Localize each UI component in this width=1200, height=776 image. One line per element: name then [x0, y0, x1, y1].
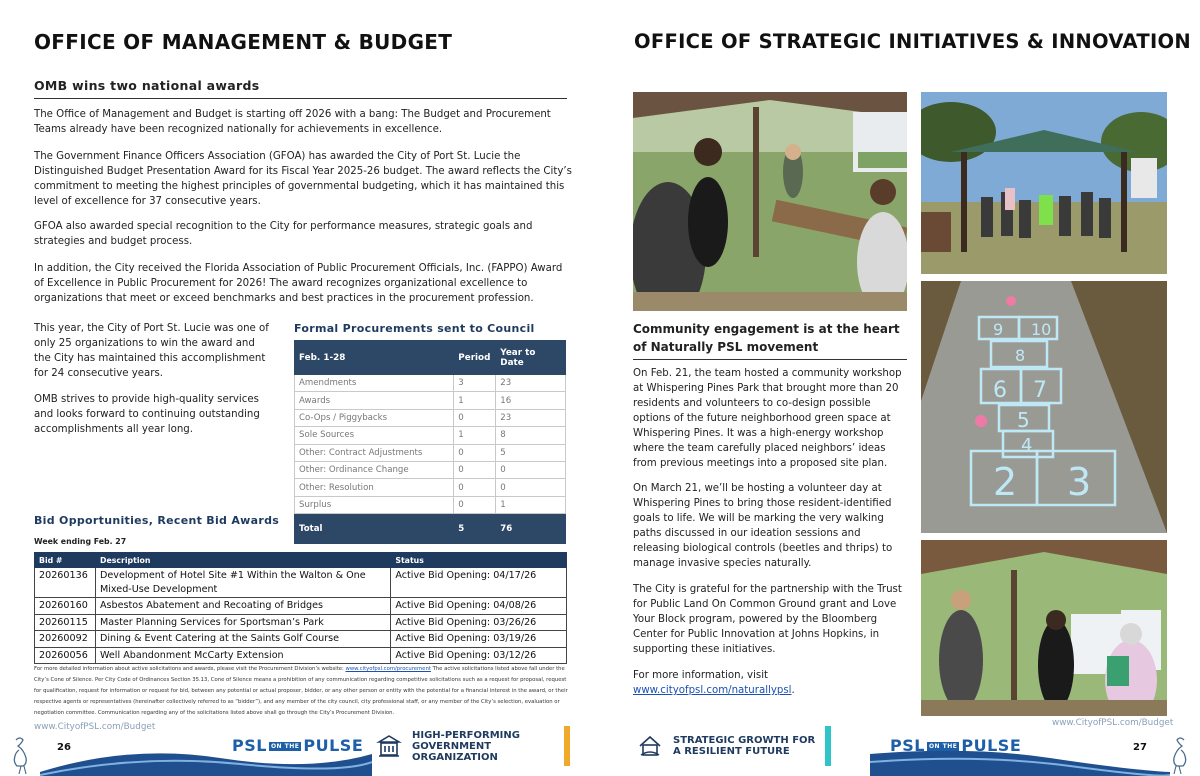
- table-cell: Active Bid Opening: 04/08/26: [391, 598, 567, 615]
- article-heading: OMB wins two national awards: [34, 78, 567, 99]
- table-header: Bid #: [35, 553, 96, 568]
- bids-title: Bid Opportunities, Recent Bid Awards: [34, 514, 280, 527]
- heron-icon: [1162, 734, 1192, 774]
- table-cell: Development of Hotel Site #1 Within the Walton & One Mixed-Use Development: [95, 568, 390, 598]
- table-cell: 5: [496, 444, 566, 461]
- table-cell: 20260056: [35, 647, 96, 664]
- table-row: [295, 496, 566, 513]
- hpgo-badge: [372, 726, 570, 766]
- table-cell: Co-Ops / Piggybacks: [295, 409, 454, 426]
- table-cell: Active Bid Opening: 03/26/26: [391, 614, 567, 631]
- article-heading: Community engagement is at the heart of Naturally PSL movement: [633, 320, 907, 360]
- table-cell: 20260136: [35, 568, 96, 598]
- naturallypsl-link[interactable]: www.cityofpsl.com/naturallypsl: [633, 685, 792, 696]
- table-header: Feb. 1-28: [295, 341, 454, 375]
- table-row: [35, 614, 567, 631]
- procurements-table: [294, 340, 566, 544]
- fine-print-text: For more detailed information about active solicitations and awards, please visit the Procurement Division’s website:: [34, 666, 346, 672]
- table-cell: 1: [454, 427, 496, 444]
- table-header: Year to Date: [496, 341, 566, 375]
- right-page: [600, 0, 1200, 776]
- more-info-text: For more information, visit: [633, 670, 769, 681]
- table-cell: 5: [454, 514, 496, 544]
- side-paragraph: OMB strives to provide high-quality services and looks forward to continuing outstanding accomplishments all year long.: [34, 394, 260, 435]
- table-cell: 0: [496, 461, 566, 478]
- paragraph: In addition, the City received the Florida Association of Public Procurement Officials, Inc. (FAPPO) Award of Excellence in Public Procurement for 2026! The award recognizes organizational excellence to organizations that meet or exceed benchmarks and best practices in the procurement profession.: [34, 263, 563, 304]
- paragraph: The City is grateful for the partnership with the Trust for Public Land On Common Ground grant and Love Your Block program, powered by the Bloomberg Center for Public Innovation at Johns Hopkins, in supporting these initiatives.: [633, 584, 902, 655]
- procurements-title: Formal Procurements sent to Council: [294, 322, 535, 335]
- table-cell: Active Bid Opening: 04/17/26: [391, 568, 567, 598]
- more-info: [633, 668, 909, 698]
- strategic-growth-badge: [633, 726, 831, 766]
- table-cell: Sole Sources: [295, 427, 454, 444]
- table-cell: 23: [496, 409, 566, 426]
- svg-text:5: 5: [1017, 408, 1030, 432]
- table-cell: 8: [496, 427, 566, 444]
- heron-icon: [8, 734, 38, 774]
- table-row: [295, 444, 566, 461]
- table-row: [35, 647, 567, 664]
- table-row: [35, 568, 567, 598]
- table-cell: 0: [454, 409, 496, 426]
- svg-text:2: 2: [993, 460, 1018, 504]
- svg-text:3: 3: [1067, 460, 1092, 504]
- table-header: Status: [391, 553, 567, 568]
- section-title: OFFICE OF STRATEGIC INITIATIVES & INNOVATION: [634, 30, 1192, 53]
- table-header: Description: [95, 553, 390, 568]
- table-cell: Total: [295, 514, 454, 544]
- svg-text:6: 6: [993, 378, 1007, 403]
- table-cell: Amendments: [295, 375, 454, 392]
- svg-text:4: 4: [1021, 435, 1033, 456]
- svg-text:7: 7: [1033, 378, 1047, 403]
- table-row: [35, 631, 567, 648]
- building-icon: [372, 726, 406, 766]
- table-cell: 0: [454, 479, 496, 496]
- paragraph: GFOA also awarded special recognition to the City for performance measures, strategic goals and strategies and budget process.: [34, 221, 533, 247]
- svg-text:8: 8: [1015, 346, 1026, 365]
- workshop-photo: [633, 92, 907, 311]
- page-number: 26: [57, 742, 71, 753]
- presentation-photo: [921, 540, 1167, 716]
- paragraph: On Feb. 21, the team hosted a community workshop at Whispering Pines Park that brought more than 20 residents and volunteers to co-design possible options of the future neighborhood green space at Whispering Pines. It was a high-energy workshop where the team carefully placed neighbors’ ideas from previous meetings into a proposed site plan.: [633, 368, 902, 469]
- table-row: [295, 392, 566, 409]
- table-cell: Other: Contract Adjustments: [295, 444, 454, 461]
- table-header: Period: [454, 341, 496, 375]
- table-row: [295, 479, 566, 496]
- section-title: OFFICE OF MANAGEMENT & BUDGET: [34, 30, 453, 54]
- side-paragraph: This year, the City of Port St. Lucie was one of only 25 organizations to win the award and the City has maintained this accomplishment for 24 consecutive years.: [34, 323, 269, 379]
- table-cell: 0: [454, 461, 496, 478]
- table-cell: 76: [496, 514, 566, 544]
- table-cell: Other: Ordinance Change: [295, 461, 454, 478]
- table-cell: Other: Resolution: [295, 479, 454, 496]
- hopscotch-photo: [921, 281, 1167, 533]
- table-cell: 0: [496, 479, 566, 496]
- table-cell: 23: [496, 375, 566, 392]
- table-cell: Active Bid Opening: 03/12/26: [391, 647, 567, 664]
- paragraph: The Office of Management and Budget is starting off 2026 with a bang: The Budget and Procurement Teams already have been recognized nationally for achievements in excellence.: [34, 109, 551, 135]
- svg-text:10: 10: [1031, 320, 1052, 339]
- link-suffix: .: [791, 685, 795, 696]
- procurement-link[interactable]: www.cityofpsl.com/procurement: [345, 666, 431, 672]
- table-row: [295, 461, 566, 478]
- table-cell: 0: [454, 496, 496, 513]
- table-total-row: [295, 514, 566, 544]
- table-cell: 20260115: [35, 614, 96, 631]
- gazebo-photo: [921, 92, 1167, 274]
- table-cell: Dining & Event Catering at the Saints Golf Course: [95, 631, 390, 648]
- table-cell: 16: [496, 392, 566, 409]
- paragraph: The Government Finance Officers Association (GFOA) has awarded the City of Port St. Lucie the Distinguished Budget Presentation Award for its Fiscal Year 2025-26 budget. The award reflects the City’s commitment to meeting the highest principles of governmental budgeting, which it has maintained this level of excellence for 37 consecutive years.: [34, 151, 572, 207]
- table-cell: Well Abandonment McCarty Extension: [95, 647, 390, 664]
- table-cell: Awards: [295, 392, 454, 409]
- house-icon: [633, 726, 667, 766]
- table-cell: 0: [454, 444, 496, 461]
- svg-text:9: 9: [993, 320, 1004, 339]
- site-url[interactable]: www.CityofPSL.com/Budget: [1052, 718, 1174, 728]
- table-cell: 20260092: [35, 631, 96, 648]
- bids-subtitle: Week ending Feb. 27: [34, 537, 127, 546]
- badge-label: HIGH-PERFORMING GOVERNMENT ORGANIZATION: [406, 726, 564, 766]
- table-row: [295, 427, 566, 444]
- table-cell: 1: [454, 392, 496, 409]
- table-cell: 20260160: [35, 598, 96, 615]
- page-number: 27: [1133, 742, 1147, 753]
- table-row: [35, 598, 567, 615]
- table-cell: Active Bid Opening: 03/19/26: [391, 631, 567, 648]
- table-cell: Asbestos Abatement and Recoating of Bridges: [95, 598, 390, 615]
- table-cell: Master Planning Services for Sportsman’s Park: [95, 614, 390, 631]
- table-cell: Surplus: [295, 496, 454, 513]
- site-url[interactable]: www.CityofPSL.com/Budget: [34, 722, 156, 732]
- paragraph: On March 21, we’ll be hosting a volunteer day at Whispering Pines to bring those resident-identified goals to life. We will be marking the very walking paths discussed in our ideation sessions and releasing biological controls (beetles and thrips) to manage invasive species naturally.: [633, 483, 893, 569]
- psl-on-the-pulse-logo: PSL ON THE PULSE: [890, 736, 1022, 755]
- table-cell: 1: [496, 496, 566, 513]
- table-row: [295, 375, 566, 392]
- table-row: [295, 409, 566, 426]
- badge-label: STRATEGIC GROWTH FOR A RESILIENT FUTURE: [667, 726, 825, 766]
- table-cell: 3: [454, 375, 496, 392]
- bids-table: [34, 552, 567, 664]
- fine-print: [34, 664, 570, 719]
- psl-on-the-pulse-logo: PSL ON THE PULSE: [232, 736, 364, 755]
- fine-print-text: The active solicitations listed above fall under the City’s Cone of Silence. Per City Code of Ordinances Section 35.13, Cone of Silence means a prohibition of any communication regarding competitive solicitations such as a request for proposal, request for qualification, request for information or request for bid, between any potential or actual proposer, bidder, or any other person or entity with the potential for a financial interest in the award, or their respective agents or representatives (hereinafter collectively referred to as “bidder”), and any member of the city council, city professional staff, or any member of the City’s selection, evaluation or negotiation committee. Communication regarding any of the solicitations listed above shall go through the City’s Procurement Division.: [34, 666, 568, 716]
